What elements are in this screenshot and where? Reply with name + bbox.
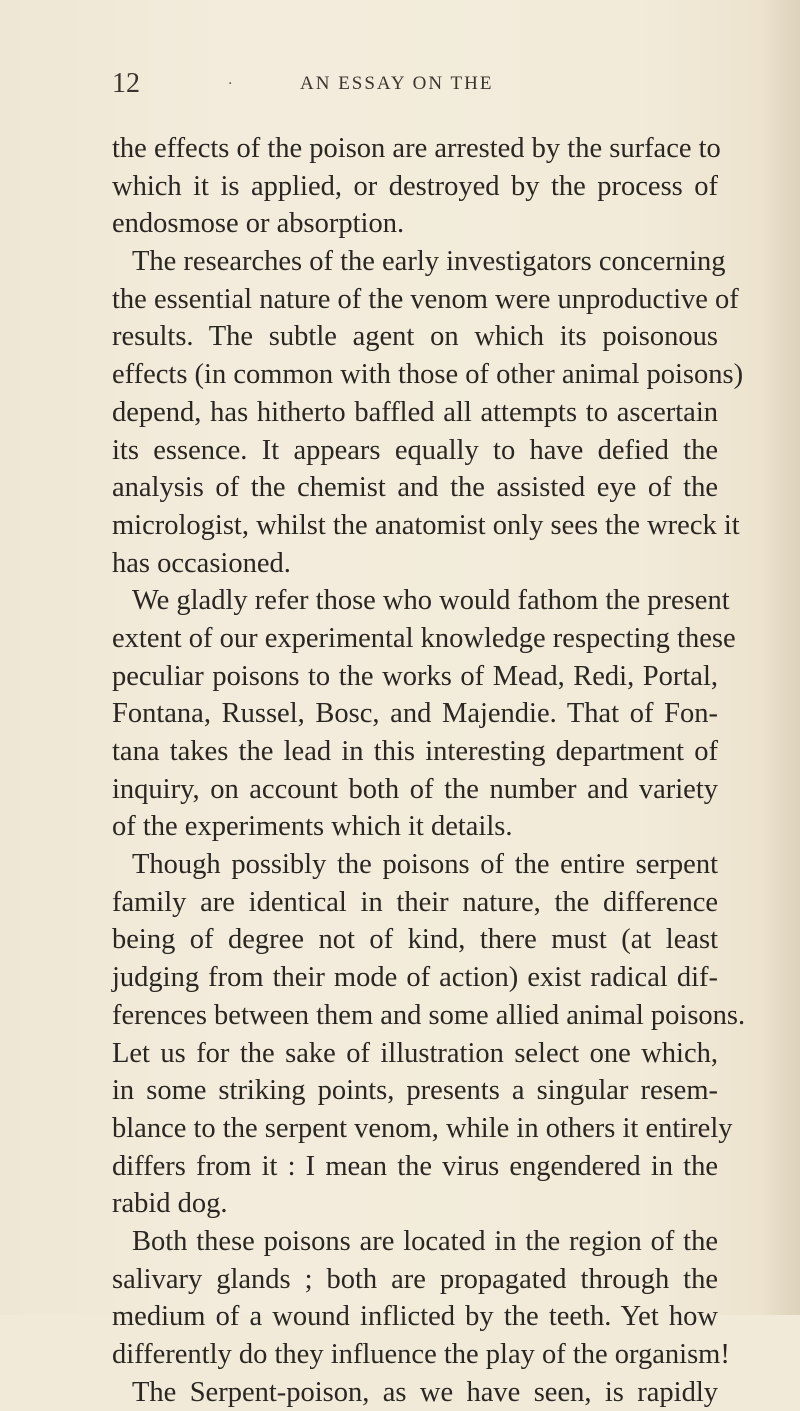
text-line: endosmose or absorption.	[112, 208, 405, 240]
text-line: differs from it : I mean the virus engendered in the	[112, 1150, 718, 1182]
text-line: in some striking points, presents a singular resem-	[112, 1075, 718, 1107]
text-line: the effects of the poison are arrested by the surface to	[112, 133, 721, 164]
text-line: Fontana, Russel, Bosc, and Majendie. That of Fon-	[112, 698, 718, 730]
running-title: AN ESSAY ON THE	[300, 73, 494, 94]
text-line: Let us for the sake of illustration select one which,	[112, 1037, 718, 1069]
text-line: analysis of the chemist and the assisted eye of the	[112, 472, 718, 504]
text-line: its essence. It appears equally to have defied the	[112, 434, 718, 466]
text-line: has occasioned.	[112, 547, 291, 579]
text-line: judging from their mode of action) exist radical dif-	[112, 962, 718, 994]
text-line: which it is applied, or destroyed by the process of	[112, 170, 718, 202]
text-line: peculiar poisons to the works of Mead, Redi, Portal,	[112, 660, 718, 692]
text-line: depend, has hitherto baffled all attempts to ascertain	[112, 396, 718, 428]
text-line: rabid dog.	[112, 1188, 228, 1220]
text-line: Both these poisons are located in the region of the	[132, 1225, 718, 1257]
text-line: Though possibly the poisons of the entire serpent	[132, 849, 718, 881]
text-line: results. The subtle agent on which its poisonous	[112, 321, 718, 353]
text-line: inquiry, on account both of the number and variety	[112, 773, 718, 805]
text-line: extent of our experimental knowledge respecting these	[112, 622, 736, 654]
text-line: tana takes the lead in this interesting department of	[112, 736, 718, 767]
text-line: of the experiments which it details.	[112, 811, 513, 843]
text-line: salivary glands ; both are propagated through the	[112, 1263, 718, 1295]
text-line: being of degree not of kind, there must (at least	[112, 924, 718, 956]
running-head	[0, 64, 800, 104]
text-line: We gladly refer those who would fathom the present	[132, 585, 730, 617]
text-line: the essential nature of the venom were unproductive of	[112, 283, 739, 315]
body-text	[112, 130, 746, 1411]
ornament-dot: ·	[228, 76, 233, 92]
text-line: differently do they influence the play of the organism!	[112, 1339, 730, 1370]
text-line: family are identical in their nature, the difference	[112, 886, 718, 918]
text-line: ferences between them and some allied animal poisons.	[112, 999, 746, 1031]
page-number: 12	[112, 68, 140, 99]
text-line: The researches of the early investigators concerning	[132, 246, 726, 278]
text-line: blance to the serpent venom, while in others it entirely	[112, 1112, 733, 1144]
page-edge-shadow	[760, 0, 800, 1315]
text-line: micrologist, whilst the anatomist only sees the wreck it	[112, 509, 740, 541]
text-line: effects (in common with those of other animal poisons)	[112, 359, 744, 391]
text-line: medium of a wound inflicted by the teeth. Yet how	[112, 1301, 718, 1333]
text-line: The Serpent-poison, as we have seen, is rapidly	[132, 1376, 718, 1408]
